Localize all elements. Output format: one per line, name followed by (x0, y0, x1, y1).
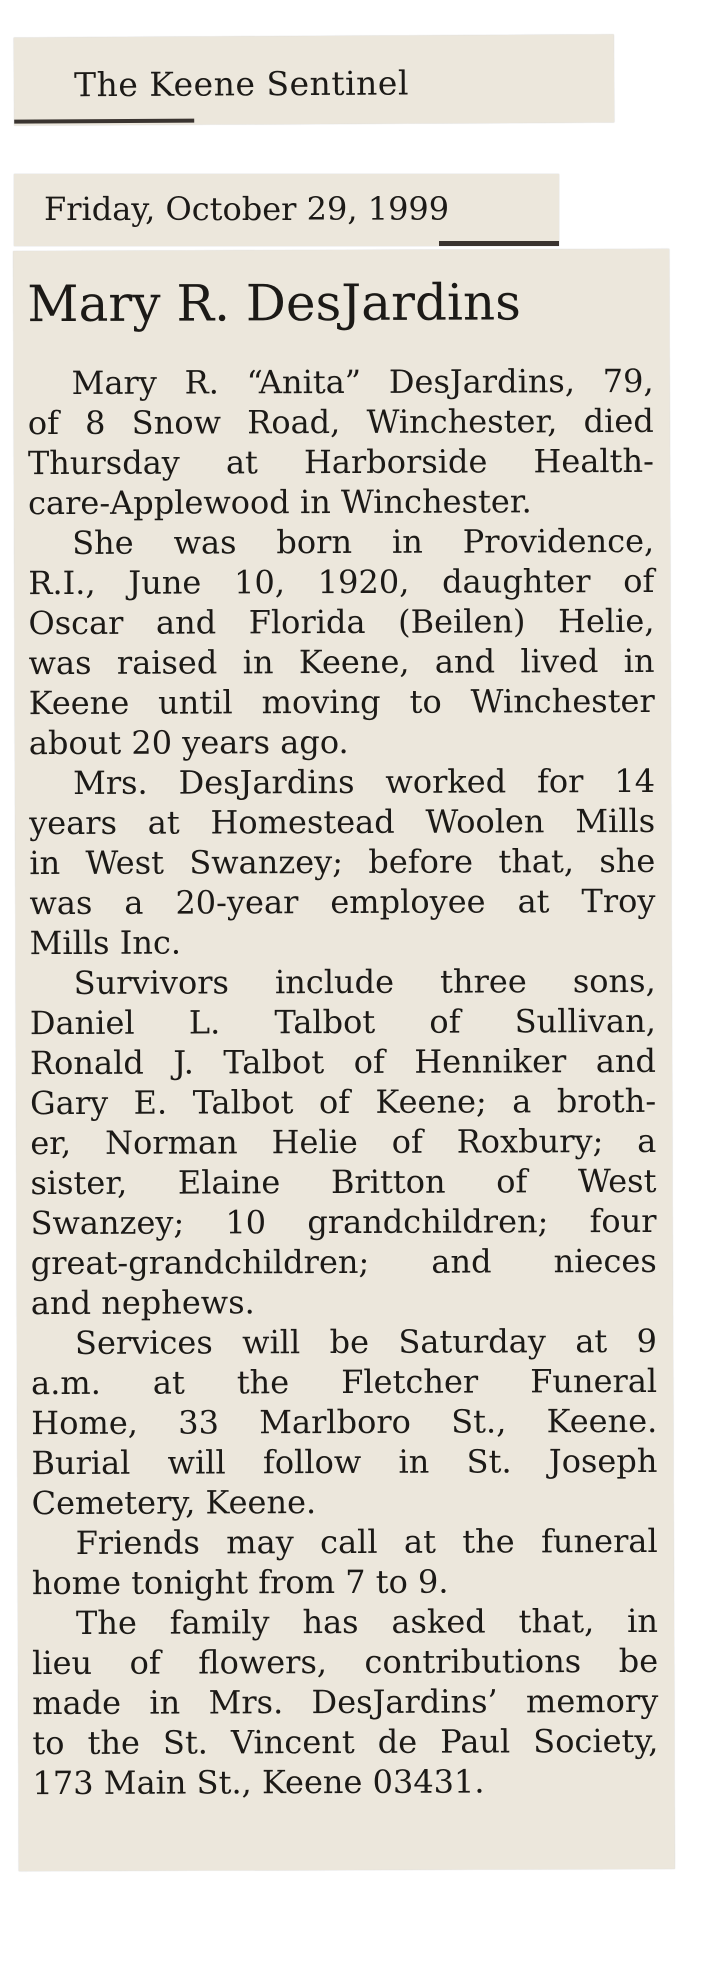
paragraph-line: Daniel L. Talbot of Sullivan, (29, 1001, 656, 1043)
paragraph-line: Mills Inc. (29, 923, 182, 963)
obituary-paragraph (28, 361, 655, 523)
masthead-clipping (14, 34, 614, 125)
paragraph-line: Swanzey; 10 grandchildren; four (30, 1201, 657, 1243)
dateline-rule (439, 241, 559, 246)
paragraph-line: in West Swanzey; before that, she (29, 841, 656, 883)
publication-date: Friday, October 29, 1999 (44, 190, 450, 228)
dateline-clipping (14, 174, 559, 246)
paragraph-line: Gary E. Talbot of Keene; a broth- (30, 1081, 657, 1123)
paragraph-line: of 8 Snow Road, Winchester, died (27, 401, 654, 443)
paragraph-line: about 20 years ago. (28, 722, 349, 763)
masthead-rule (14, 119, 194, 124)
paragraph-line: was a 20-year employee at Troy (29, 881, 656, 923)
paragraph-line: Ronald J. Talbot of Henniker and (29, 1041, 657, 1083)
paragraph-line: Keene until moving to Winchester (28, 681, 655, 723)
paragraph-line: Mrs. DesJardins worked for 14 (72, 761, 656, 802)
paragraph-line: Oscar and Florida (Beilen) Helie, (28, 601, 655, 643)
paragraph-line: a.m. at the Fletcher Funeral (31, 1361, 658, 1403)
obituary-paragraph (32, 1601, 659, 1803)
paragraph-line: to the St. Vincent de Paul Society, (32, 1721, 659, 1763)
obituary-body (28, 361, 659, 1803)
paragraph-line: 173 Main St., Keene 03431. (32, 1762, 485, 1803)
paragraph-line: The family has asked that, in (75, 1601, 659, 1642)
paragraph-line: Thursday at Harborside Health- (27, 441, 654, 483)
paragraph-line: years at Homestead Woolen Mills (29, 801, 656, 843)
paragraph-line: er, Norman Helie of Roxbury; a (30, 1121, 657, 1163)
paragraph-line: R.I., June 10, 1920, daughter of (28, 561, 655, 603)
paragraph-line: care-Applewood in Winchester. (27, 482, 532, 523)
paragraph-line: Home, 33 Marlboro St., Keene. (31, 1401, 658, 1443)
paragraph-line: and nephews. (30, 1283, 255, 1323)
paragraph-line: Friends may call at the funeral (75, 1521, 658, 1562)
obituary-paragraph (32, 1521, 658, 1603)
obituary-clipping (13, 249, 675, 1871)
paragraph-line: She was born in Providence, (72, 521, 655, 562)
newspaper-masthead: The Keene Sentinel (73, 63, 410, 105)
paragraph-line: lieu of flowers, contributions be (32, 1641, 659, 1683)
obituary-paragraph (30, 961, 657, 1323)
paragraph-line: great-grandchildren; and nieces (30, 1241, 657, 1283)
paragraph-line: Survivors include three sons, (73, 961, 656, 1002)
paragraph-line: was raised in Keene, and lived in (28, 641, 655, 683)
obituary-paragraph (28, 521, 655, 763)
paragraph-line: Services will be Saturday at 9 (74, 1321, 658, 1362)
paragraph-line: Burial will follow in St. Joseph (31, 1441, 658, 1483)
paragraph-line: Cemetery, Keene. (31, 1483, 317, 1523)
paragraph-line: Mary R. “Anita” DesJardins, 79, (71, 361, 654, 402)
paragraph-line: home tonight from 7 to 9. (31, 1562, 449, 1603)
obituary-headline: Mary R. DesJardins (27, 273, 521, 334)
paragraph-line: sister, Elaine Britton of West (30, 1161, 657, 1203)
paragraph-line: made in Mrs. DesJardins’ memory (32, 1681, 659, 1723)
obituary-paragraph (31, 1321, 658, 1523)
obituary-paragraph (29, 761, 656, 963)
